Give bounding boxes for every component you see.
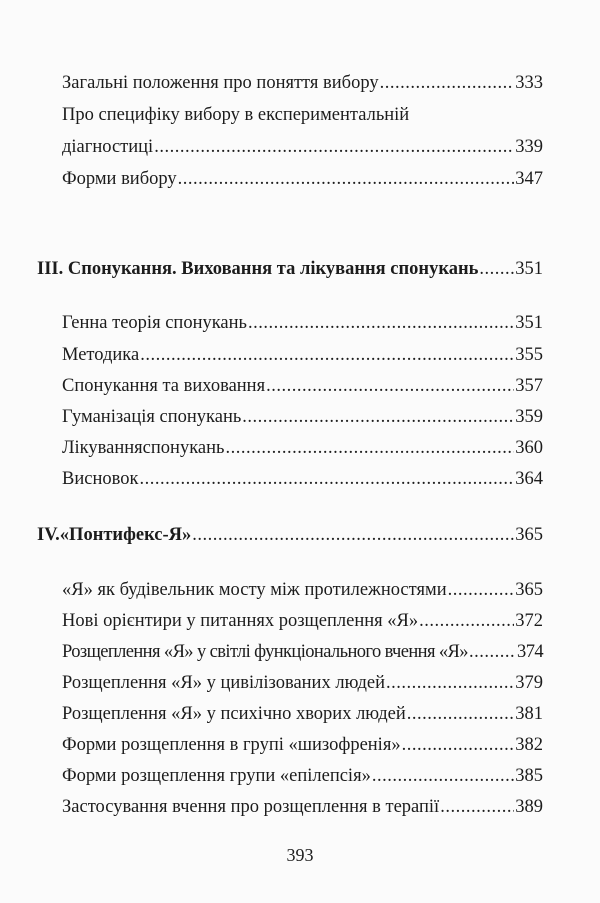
toc-entry[interactable] [62, 437, 543, 459]
entry-page: 379 [515, 673, 543, 693]
toc-entry[interactable] [62, 468, 543, 490]
entry-title: Розщеплення «Я» у психічно хворих людей [62, 704, 406, 724]
toc-entry[interactable] [62, 610, 543, 632]
entry-title: діагностиці [62, 137, 154, 157]
entry-page: 347 [515, 169, 543, 189]
toc-entry[interactable] [62, 672, 543, 694]
toc-entry[interactable] [62, 375, 543, 397]
page-number: 393 [286, 845, 314, 865]
toc-entry[interactable] [62, 136, 543, 158]
entry-title: Нові орієнтири у питаннях розщеплення «Я» [62, 611, 419, 631]
leader-dots [248, 312, 514, 334]
toc-entry[interactable] [62, 344, 543, 366]
chapter-title: IV.«Понтифекс-Я» [37, 525, 192, 545]
leader-dots [242, 406, 514, 428]
entry-title: Форми розщеплення групи «епілепсія» [62, 766, 371, 786]
entry-title: Спонукання та виховання [62, 376, 266, 396]
toc-entry[interactable] [62, 72, 543, 94]
toc-entry[interactable] [62, 406, 543, 428]
entry-page: 382 [515, 735, 543, 755]
entry-title: Форми розщеплення в групі «шизофренія» [62, 735, 401, 755]
entry-page: 357 [515, 376, 543, 396]
leader-dots [419, 610, 514, 632]
entry-title-line1[interactable]: Про специфіку вибору в експериментальній [62, 105, 410, 125]
toc-entry[interactable] [62, 703, 543, 725]
entry-page: 365 [515, 580, 543, 600]
toc-entry[interactable] [62, 579, 543, 601]
entry-title: Висновок [62, 469, 139, 489]
entry-title: Форми вибору [62, 169, 177, 189]
entry-title: Лікуванняспонукань [62, 438, 225, 458]
toc-entry[interactable] [62, 312, 543, 334]
entry-page: 364 [515, 469, 543, 489]
entry-title: Гуманізація спонукань [62, 407, 242, 427]
leader-dots [479, 258, 514, 280]
entry-page: 359 [515, 407, 543, 427]
entry-page: 351 [515, 313, 543, 333]
leader-dots [386, 672, 514, 694]
leader-dots [469, 641, 516, 663]
entry-page: 339 [515, 137, 543, 157]
chapter-title: III. Спонукання. Виховання та лікування спонукань [37, 259, 479, 279]
leader-dots [154, 136, 514, 158]
toc-entry[interactable] [62, 765, 543, 787]
entry-page: 389 [515, 797, 543, 817]
entry-page: 372 [515, 611, 543, 631]
entry-page: 333 [515, 73, 543, 93]
leader-dots [225, 437, 514, 459]
entry-title: Генна теорія спонукань [62, 313, 247, 333]
leader-dots [192, 524, 514, 546]
leader-dots [440, 796, 514, 818]
toc-entry[interactable] [62, 734, 543, 756]
chapter-page: 365 [515, 525, 543, 545]
toc-entry[interactable] [62, 796, 543, 818]
entry-page: 381 [515, 704, 543, 724]
chapter-heading[interactable] [37, 524, 543, 546]
chapter-heading[interactable] [37, 258, 543, 280]
entry-page: 355 [515, 345, 543, 365]
entry-title: Розщеплення «Я» у світлі функціонального вчення «Я» [62, 642, 468, 662]
entry-title: Методика [62, 345, 140, 365]
entry-page: 374 [517, 642, 543, 662]
leader-dots [407, 703, 515, 725]
entry-page: 385 [515, 766, 543, 786]
toc-entry[interactable] [62, 641, 543, 663]
leader-dots [372, 765, 514, 787]
leader-dots [448, 579, 515, 601]
leader-dots [140, 344, 514, 366]
entry-title: Розщеплення «Я» у цивілізованих людей [62, 673, 385, 693]
entry-title: Загальні положення про поняття вибору [62, 73, 379, 93]
leader-dots [402, 734, 515, 756]
leader-dots [139, 468, 514, 490]
toc-entry[interactable] [62, 168, 543, 190]
entry-title: Застосування вчення про розщеплення в терапії [62, 797, 440, 817]
leader-dots [266, 375, 514, 397]
leader-dots [380, 72, 515, 94]
leader-dots [178, 168, 515, 190]
chapter-page: 351 [515, 259, 543, 279]
entry-title: «Я» як будівельник мосту між протилежностями [62, 580, 447, 600]
entry-page: 360 [515, 438, 543, 458]
